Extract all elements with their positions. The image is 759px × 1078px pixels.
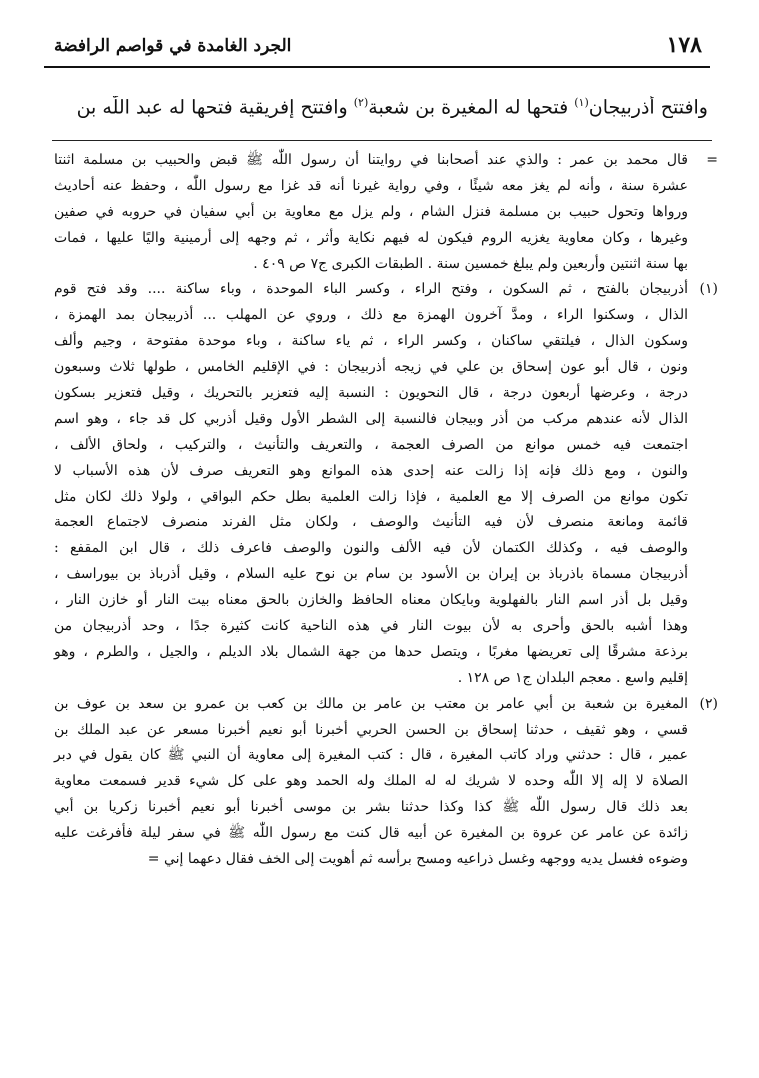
footnote-text: المغيرة بن شعبة بن أبي عامر بن معتب بن عامر بن مالك بن كعب بن عمرو بن سعد بن عوف بن (54, 695, 688, 712)
footnote-line (48, 692, 718, 718)
footnote-line (48, 407, 718, 433)
footnote-text: الذال لأنه عندهم مركب من أذر وبيجان فالنسبة إلى الشطر الأول وقيل أذربي كل قد جاء ، وهو اسم (54, 410, 688, 427)
footnote-text: قائمة ومانعة منصرف لأن فيه التأنيث والوصف ، ولكان مثل الفرند منصرف لاجتماع العجمة (54, 514, 688, 531)
footnote-line (48, 821, 718, 847)
page-number: ١٧٨ (666, 32, 702, 58)
footnotes-section (48, 148, 718, 873)
footnote-text: وغيرها ، وكان معاوية يغزيه الروم فيكون له فيهم نكاية وأثر ، ثم وجهه إلى أرمينية واليًا عليها ، فمات (54, 229, 688, 246)
footnote-text: قسي ، وهو ثقيف ، حدثنا إسحاق بن الحسن الحربي أخبرنا أبو نعيم أخبرنا مسعر عن عبد الملك بن (54, 721, 688, 738)
footnote-line (48, 640, 718, 666)
footnote-text: اجتمعت فيه خمس موانع من الصرف العجمة ، والتعريف والتأنيث ، والتركيب ، ولحاق الألف ، (54, 436, 688, 453)
footnote-text: قال محمد بن عمر : والذي عند أصحابنا في روايتنا أن رسول اللّٰه ﷺ قبض والحبيب بن مسلمة اثنتا (54, 152, 688, 168)
footnote-marker: (١) (699, 281, 718, 298)
running-title: الجرد الغامدة في قواصم الرافضة (54, 36, 292, 56)
footnote-text: بها سنة اثنتين وأربعين ولم يبلغ خمسين سنة . الطبقات الكبرى ج٧ ص ٤٠٩ . (253, 255, 688, 272)
footnote-line (48, 795, 718, 821)
footnote-line (48, 614, 718, 640)
footnote-text: زائدة عن عامر عن عروة بن المغيرة عن أبيه قال كنت مع رسول اللّٰه ﷺ في سفر ليلة فأفرغت عليه (54, 825, 688, 842)
footnote-text: وسكون الذال ، فيلتقي ساكنان ، وكسر الراء ، ثم ياء ساكنة ، وباء موحدة مفتوحة ، وجيم وألف (54, 333, 688, 350)
main-text-part-1: وافتتح أذربيجان (588, 96, 708, 119)
footnote-marker: = (706, 152, 718, 168)
footnote-text: درجة ، وعرضها أربعون درجة ، قال النحويون : النسبة إليه فتعزير بالتحريك ، وقيل فتعزير بسكون (54, 385, 688, 402)
footnote-line (48, 148, 718, 174)
footnote-text: الصلاة لا إله إلا اللّٰه وحده لا شريك له له الملك وله الحمد وهو على كل شيء قدير فسمعت معاوية (54, 773, 688, 790)
footnote-text: وقيل بل أذر اسم النار بالفهلوية وبايكان معناه الحافظ والخازن بالحق معناه بيت النار أو خازن النار ، (54, 592, 688, 609)
footnote-text: وضوءه فغسل يديه ووجهه وغسل ذراعيه ومسح برأسه ثم أهويت إلى الخف فقال دعهما إني = (147, 851, 688, 868)
footnote-line (48, 277, 718, 303)
footnote-line (48, 562, 718, 588)
footnote-line (48, 847, 718, 873)
footnote-line (48, 355, 718, 381)
footnote-text: تكون موانع من الصرف إلا مع العلمية ، فإذا زالت العلمية بطل حكم البواقي ، ولولا ذلك لكان مثل (54, 488, 688, 505)
footnote-ref-2[interactable]: (٢) (353, 96, 369, 109)
footnote-line (48, 769, 718, 795)
footnote-text: ورواها وتحول حبيب بن مسلمة فنزل الشام ، ولم يزل مع معاوية بن أبي سفيان في حروبه في صفين (54, 203, 688, 220)
footnote-line (48, 433, 718, 459)
footnote-text: الذال ، وسكنوا الراء ، ومدَّ آخرون الهمزة مع ذلك ، وروي عن المهلب ... أذربيجان بمد الهمزة ، (54, 307, 688, 324)
page-header (44, 26, 710, 68)
footnote-line (48, 459, 718, 485)
footnote-line (48, 510, 718, 536)
footnote-line (48, 381, 718, 407)
footnote-line (48, 174, 718, 200)
footnote-line (48, 252, 718, 278)
footnote-line (48, 666, 718, 692)
footnote-text: أذربيجان مسماة باذرباذ بن إيران بن الأسود بن سام بن نوح عليه السلام ، وقيل أذرباذ بن بيوراسف ، (54, 566, 688, 583)
footnote-text: عشرة سنة ، وأنه لم يغز معه شيئًا ، وفي رواية غيرنا أنه قد غزا مع رسول اللّٰه ، وحفظ عنه أحاديث (54, 177, 688, 194)
main-text-line (52, 96, 708, 118)
footnote-line (48, 536, 718, 562)
footnote-line (48, 303, 718, 329)
footnote-line (48, 743, 718, 769)
footnote-line (48, 485, 718, 511)
footnote-text: والوصف فيه ، وكذلك الكتمان لأن فيه الألف والنون والوصف فاعرف ذلك ، قال ابن المقفع : (54, 540, 688, 557)
main-text-part-3: وافتتح إفريقية فتحها له عبد اللّٰه بن (76, 96, 354, 119)
footnote-text: إقليم واسع . معجم البلدان ج١ ص ١٢٨ . (457, 669, 688, 686)
footnote-line (48, 718, 718, 744)
footnote-text: وهذا أشبه بالحق وأحرى به لأن بيوت النار في هذه الناحية كانت كثيرة جدًا ، وحد أذربيجان من (54, 618, 688, 635)
footnote-text: أذربيجان بالفتح ، ثم السكون ، وفتح الراء ، وكسر الباء الموحدة ، وباء ساكنة .... وقد فتح قوم (54, 281, 688, 298)
footnote-text: عمير ، قال : حدثني وراد كاتب المغيرة ، قال : كتب المغيرة إلى معاوية أن النبي ﷺ كان يقول في دبر (54, 747, 688, 764)
footnote-text: ونون ، قال أبو عون إسحاق بن علي في زيجه أذربيجان : في الإقليم الخامس ، طولها ثلاث وسبعون (54, 359, 688, 376)
footnote-line (48, 588, 718, 614)
footnote-text: برذعة مشرقًا إلى تعريضها مغربًا ، ويتصل حدها من جهة الشمال بلاد الديلم ، والجيل ، والطرم ، وهو (54, 643, 688, 660)
footnote-marker: (٢) (699, 695, 718, 712)
footnote-ref-1[interactable]: (١) (574, 96, 589, 109)
footnote-line (48, 226, 718, 252)
footnote-line (48, 329, 718, 355)
footnote-text: والنون ، ومع ذلك فإنه إذا زالت عنه إحدى هذه الموانع وهو التعريف صرف لأن هذه الأسباب لا (54, 462, 688, 479)
footnote-text: بعد ذلك قال رسول اللّٰه ﷺ كذا وكذا حدثنا بشر بن موسى أخبرنا أبو نعيم أخبرنا زكريا بن أبي (54, 799, 688, 816)
footnote-divider (52, 140, 712, 141)
main-text-part-2: فتحها له المغيرة بن شعبة (368, 96, 575, 119)
footnote-line (48, 200, 718, 226)
